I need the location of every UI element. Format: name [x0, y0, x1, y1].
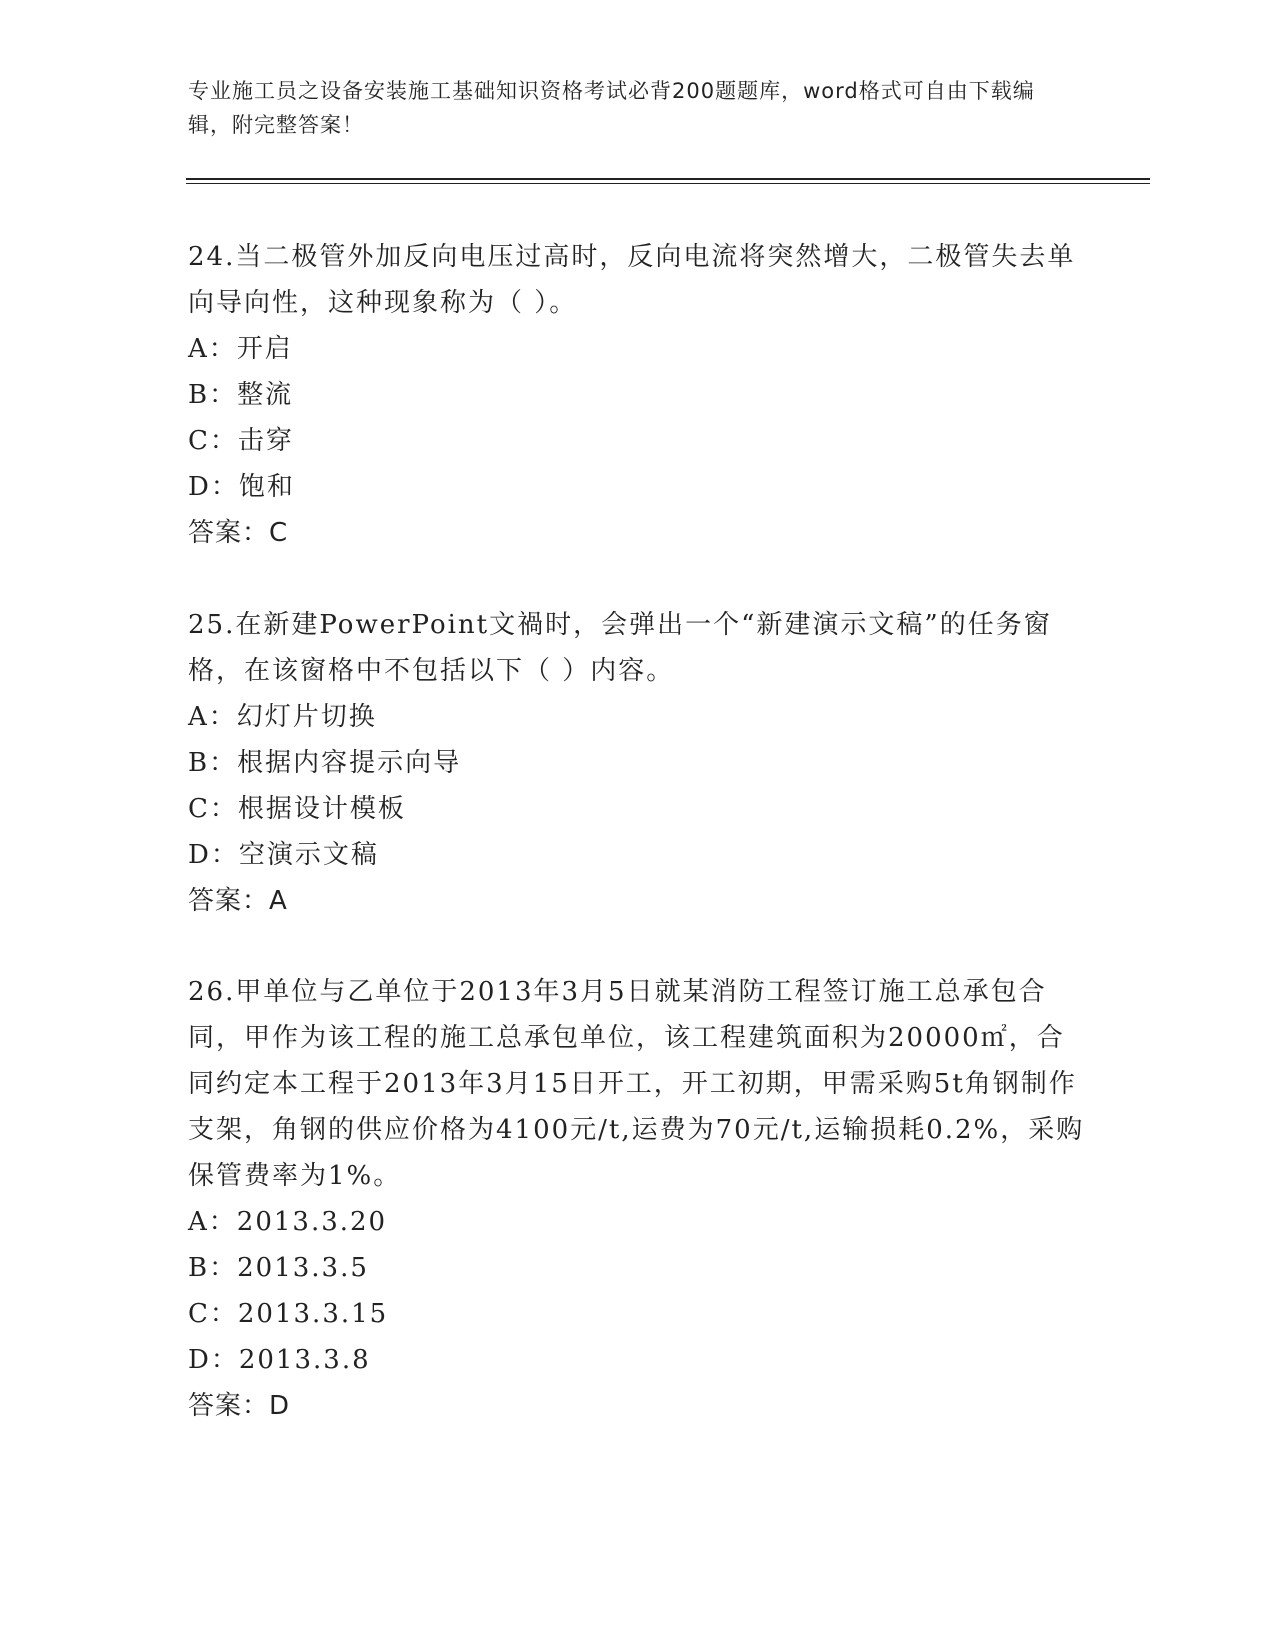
question-block	[188, 969, 1088, 1429]
option-c: C：根据设计模板	[188, 794, 406, 824]
question-text: 26.甲单位与乙单位于2013年3月5日就某消防工程签订施工总承包合同，甲作为该工程的施工总承包单位，该工程建筑面积为20000㎡，合同约定本工程于2013年3月15日开工，开工初期，甲需采购5t角钢制作支架，角钢的供应价格为4100元/t,运费为70元/t,运输损耗0.2%，采购保管费率为1%。	[188, 977, 1085, 1191]
question-block	[188, 602, 1088, 924]
option-c: C：2013.3.15	[188, 1299, 389, 1329]
header-divider-thin	[186, 183, 1150, 184]
question-block	[188, 234, 1088, 556]
option-b: B：整流	[188, 380, 294, 410]
option-c: C：击穿	[188, 426, 294, 456]
question-text: 25.在新建PowerPoint文禍时，会弹出一个“新建演示文稿”的任务窗格，在该窗格中不包括以下（ ）内容。	[188, 610, 1052, 686]
header-divider-thick	[186, 178, 1150, 180]
option-a: A：开启	[188, 334, 293, 364]
option-d: D：饱和	[188, 472, 295, 502]
answer-line: 答案：C	[188, 518, 289, 548]
answer-line: 答案：D	[188, 1391, 291, 1421]
answer-line: 答案：A	[188, 886, 288, 916]
document-header: 专业施工员之设备安装施工基础知识资格考试必背200题题库，word格式可自由下载编辑，附完整答案！	[188, 79, 1035, 137]
option-b: B：2013.3.5	[188, 1253, 369, 1283]
option-d: D：空演示文稿	[188, 840, 379, 870]
question-text: 24.当二极管外加反向电压过高时，反向电流将突然增大，二极管失去单向导向性，这种现象称为（ ）。	[188, 242, 1076, 318]
option-a: A：幻灯片切换	[188, 702, 377, 732]
option-d: D：2013.3.8	[188, 1345, 371, 1375]
option-a: A：2013.3.20	[188, 1207, 388, 1237]
option-b: B：根据内容提示向导	[188, 748, 462, 778]
